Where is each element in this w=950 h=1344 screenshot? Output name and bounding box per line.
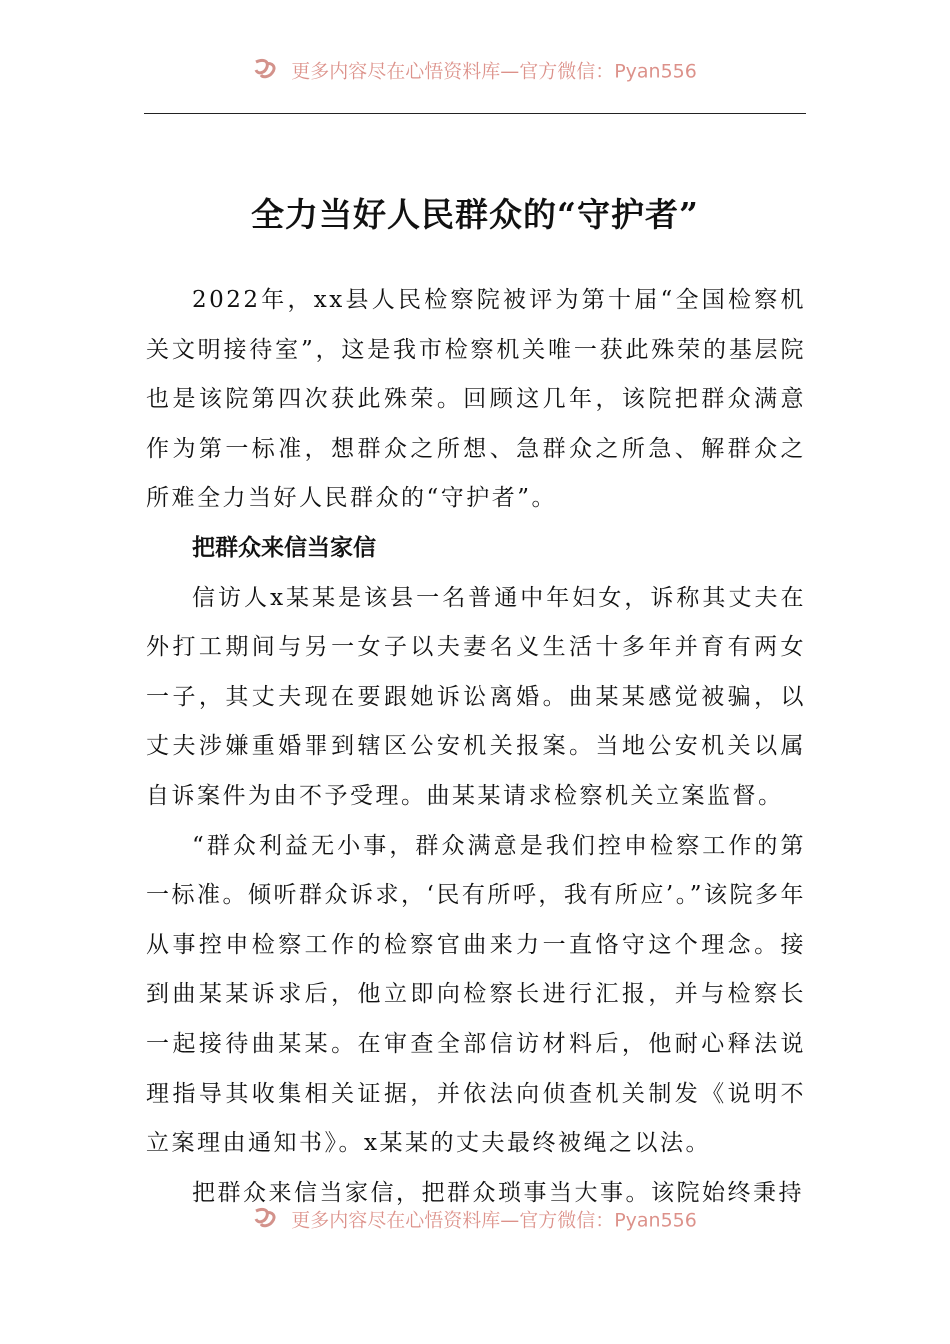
document-title: 全力当好人民群众的“守护者” <box>251 195 699 235</box>
paragraph-case: 信访人x某某是该县一名普通中年妇女，诉称其丈夫在外打工期间与另一女子以夫妻名义生活十多年并育有两女一子，其丈夫现在要跟她诉讼离婚。曲某某感觉被骗，以丈夫涉嫌重婚罪到辖区公安机关报案。当地公安机关以属自诉案件为由不予受理。曲某某请求检察机关立案监督。 <box>146 584 806 809</box>
watermark-header <box>0 58 950 86</box>
header-divider <box>144 113 806 114</box>
watermark-text: 更多内容尽在心悟资料库—官方微信：Pyan556 <box>291 1209 697 1232</box>
document-body <box>146 276 806 1218</box>
brand-logo-icon <box>253 1207 279 1235</box>
paragraph-continuation: 把群众来信当家信，把群众琐事当大事。该院始终秉持 <box>192 1179 804 1206</box>
paragraph-intro: 2022年，xx县人民检察院被评为第十届“全国检察机关文明接待室”，这是我市检察机关唯一获此殊荣的基层院也是该院第四次获此殊荣。回顾这几年，该院把群众满意作为第一标准，想群众之所想、急群众之所急、解群众之所难全力当好人民群众的“守护者”。 <box>146 287 806 512</box>
section-heading: 把群众来信当家信 <box>192 534 376 561</box>
watermark-text: 更多内容尽在心悟资料库—官方微信：Pyan556 <box>291 60 697 83</box>
paragraph-quote: “群众利益无小事，群众满意是我们控申检察工作的第一标准。倾听群众诉求，‘民有所呼，我有所应’。”该院多年从事控申检察工作的检察官曲来力一直恪守这个理念。接到曲某某诉求后，他立即向检察长进行汇报，并与检察长一起接待曲某某。在审查全部信访材料后，他耐心释法说理指导其收集相关证据，并依法向侦查机关制发《说明不立案理由通知书》。x某某的丈夫最终被绳之以法。 <box>146 832 806 1157</box>
brand-logo-icon <box>253 58 279 86</box>
watermark-footer <box>0 1207 950 1235</box>
